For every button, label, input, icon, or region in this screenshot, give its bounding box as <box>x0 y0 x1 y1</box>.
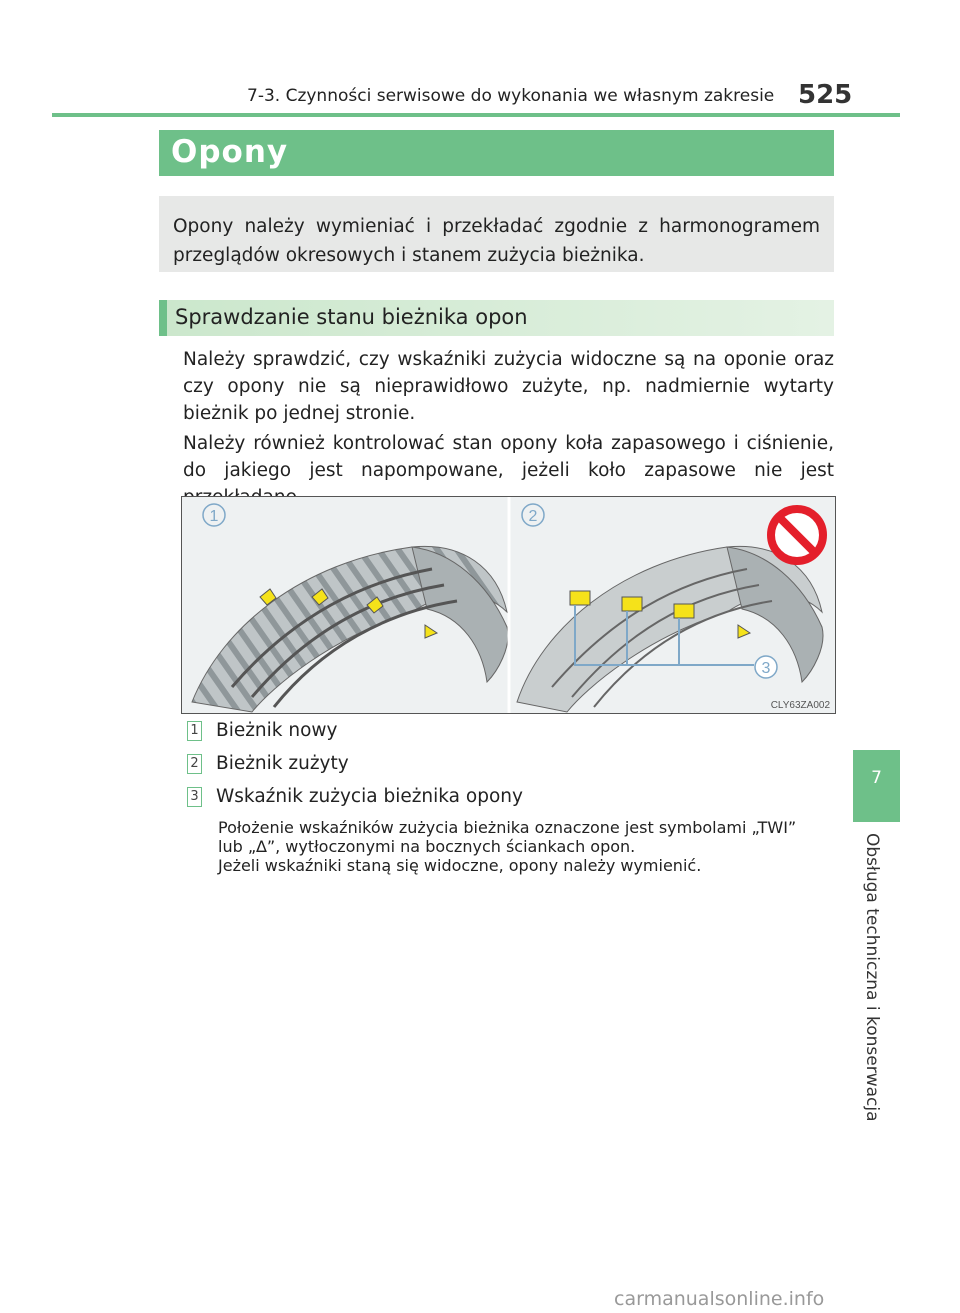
legend-item <box>187 753 349 774</box>
page-title-bar <box>159 130 834 176</box>
twi-triangle-icon <box>425 625 437 638</box>
legend-item <box>187 720 338 741</box>
legend-number: 3 <box>187 787 202 807</box>
watermark: carmanualsonline.info <box>614 1288 825 1310</box>
paragraph-2: Należy również kontrolować stan opony koła zapasowego i ciśnienie, do jakiego jest napompowane, jeżeli koło zapasowe nie jest <box>183 433 834 481</box>
tread-indicator-worn-1 <box>570 591 590 605</box>
page-number: 525 <box>798 80 853 110</box>
prohibition-icon <box>771 509 823 561</box>
chapter-tab <box>853 750 900 822</box>
new-tread-tire <box>192 546 508 712</box>
tire-tread-figure <box>181 496 836 714</box>
legend-text: Bieżnik nowy <box>216 720 338 741</box>
header-section-title: 7-3. Czynności serwisowe do wykonania we własnym zakresie <box>247 86 775 106</box>
page-title: Opony <box>171 134 289 170</box>
figure-code: CLY63ZA002 <box>770 700 830 711</box>
section-heading: Sprawdzanie stanu bieżnika opon <box>175 305 528 329</box>
tread-indicator-worn-2 <box>622 597 642 611</box>
legend-text: Bieżnik zużyty <box>216 753 349 774</box>
note-line: Jeżeli wskaźniki staną się widoczne, opony należy wymienić. <box>218 856 702 875</box>
tread-indicator-worn-3 <box>674 604 694 618</box>
chapter-label-container <box>858 833 890 1133</box>
section-heading-bar <box>159 300 834 336</box>
indicator-note <box>218 818 834 875</box>
chapter-number: 7 <box>871 768 882 788</box>
legend-text: Wskaźnik zużycia bieżnika opony <box>216 786 523 807</box>
legend-number: 1 <box>187 721 202 741</box>
callout-2: 2 <box>528 508 538 525</box>
chapter-label: Obsługa techniczna i konserwacja <box>862 833 882 1122</box>
header-rule <box>52 113 900 117</box>
paragraph-1: Należy sprawdzić, czy wskaźniki zużycia widoczne są na oponie oraz czy opony nie są nieprawidłowo zużyte, np. nadmiernie wytarty bieżnik po jednej stronie. <box>183 349 834 424</box>
tire-illustration <box>182 497 835 713</box>
legend-number: 2 <box>187 754 202 774</box>
note-line: Położenie wskaźników zużycia bieżnika oznaczone jest symbolami „TWI” <box>218 818 797 837</box>
callout-1: 1 <box>209 508 219 525</box>
legend-item <box>187 786 523 807</box>
callout-3: 3 <box>761 660 771 677</box>
intro-text: Opony należy wymieniać i przekładać zgodnie z harmonogramem przeglądów okresowych i stanem zużycia bieżnika. <box>173 216 820 266</box>
intro-box <box>159 196 834 272</box>
section-accent <box>159 300 167 336</box>
note-line: lub „∆”, wytłoczonymi na bocznych ściankach opon. <box>218 837 636 856</box>
worn-tread-tire <box>517 546 823 712</box>
